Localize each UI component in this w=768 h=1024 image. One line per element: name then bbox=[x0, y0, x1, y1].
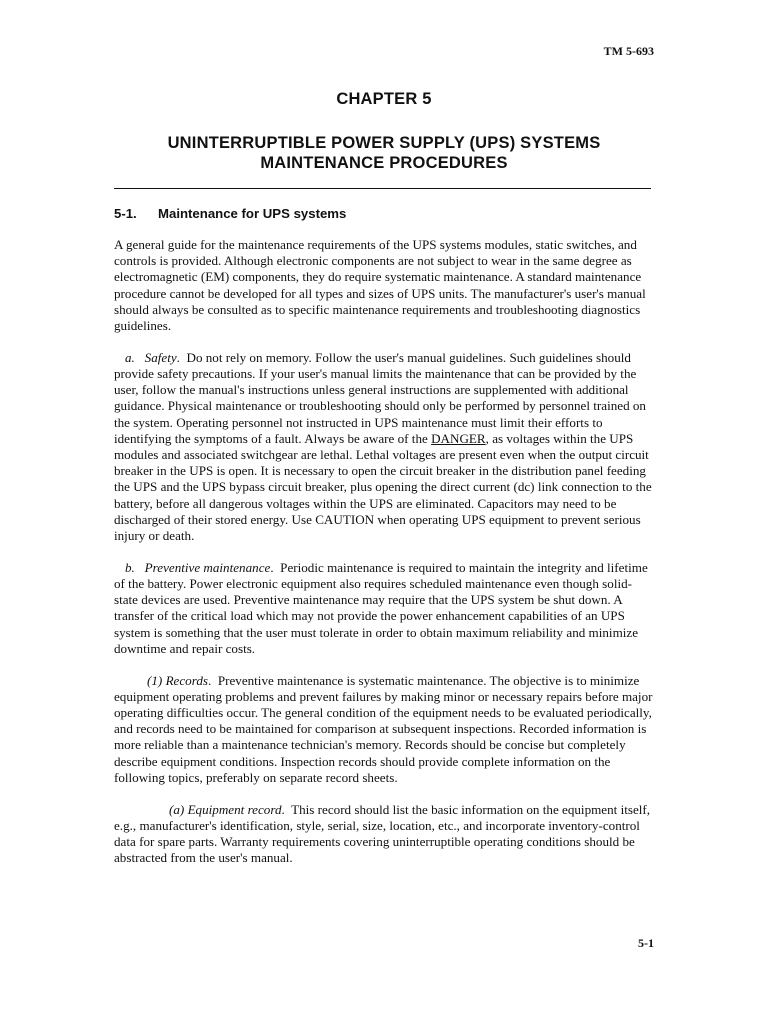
chapter-title-line-2: MAINTENANCE PROCEDURES bbox=[260, 154, 508, 172]
title-divider bbox=[114, 188, 651, 189]
paragraph-b-preventive-maintenance: b. Preventive maintenance. Periodic maintenance is required to maintain the integrity and lifetime of the battery. Power electronic equipment also requires scheduled maintenance even though solid-state devices are used. Preventive maintenance may require that the UPS system be shut down. A transfer of the critical load which may not provide the power enhancement capabilities of an UPS system is something that the user must tolerate in order to obtain maximum reliability and minimize downtime and repair costs. bbox=[114, 559, 648, 656]
paragraph-b1-label: (1) bbox=[147, 672, 163, 688]
paragraph-b1a-label: (a) bbox=[169, 801, 185, 817]
paragraph-b1-text: Preventive maintenance is systematic maintenance. The objective is to minimize equipment operating problems and prevent failures by making minor or necessary repairs before major operating difficulties occur. The general condition of the equipment needs to be evaluated periodically, and records need to be maintained for comparison at subsequent inspections. Recorded information is more reliable than a maintenance technician's memory. Records should be concise but completely describe equipment conditions. Inspection records should provide complete information on the following topics, preferably on separate record sheets. bbox=[114, 672, 653, 785]
paragraph-b1-records: (1) Records. Preventive maintenance is systematic maintenance. The objective is to minimize equipment operating problems and prevent failures by making minor or necessary repairs before major operating difficulties occur. The general condition of the equipment needs to be evaluated periodically, and records need to be maintained for comparison at subsequent inspections. Recorded information is more reliable than a maintenance technician's memory. Records should be concise but completely describe equipment conditions. Inspection records should provide complete information on the following topics, preferably on separate record sheets. bbox=[114, 672, 653, 785]
paragraph-b-text: Periodic maintenance is required to maintain the integrity and lifetime of the battery. Power electronic equipment also requires scheduled maintenance even though solid-state devices are used. Preventive maintenance may require that the UPS system be shut down. A transfer of the critical load which may not provide the power enhancement capabilities of an UPS system is something that the user must tolerate in order to obtain maximum reliability and minimize downtime and repair costs. bbox=[114, 559, 648, 656]
danger-word: DANGER bbox=[431, 430, 486, 446]
paragraph-b-label: b. bbox=[125, 559, 135, 575]
paragraph-a-safety: a. Safety. Do not rely on memory. Follow the user's manual guidelines. Such guidelines should provide safety precautions. If your user's manual limits the maintenance that can be provided by the user, follow the manual's instructions unless general instructions are supplemented with additional guidance. Physical maintenance or troubleshooting should only be performed by personnel trained on the system. Operating personnel not instructed in UPS maintenance must limit their efforts to identifying the symptoms of a fault. Always be aware of the DANGER, as voltages within the UPS modules and associated switchgear are lethal. Lethal voltages are present even when the output circuit breaker in the UPS is open. It is necessary to open the circuit breaker in the distribution panel feeding the UPS and the UPS bypass circuit breaker, plus opening the direct current (dc) link connection to the battery, before all dangerous voltages within the UPS are eliminated. Capacitors may need to be discharged of their stored energy. Use CAUTION when operating UPS equipment to prevent serious injury or death. bbox=[114, 349, 652, 544]
paragraph-a-label: a. bbox=[125, 349, 135, 365]
paragraph-a-text-before: Do not rely on memory. Follow the user's manual guidelines. Such guidelines should provide safety precautions. If your user's manual limits the maintenance that can be provided by the user, follow the manual's instructions unless general instructions are supplemented with additional guidance. Physical maintenance or troubleshooting should only be performed by personnel trained on the system. Operating personnel not instructed in UPS maintenance must limit their efforts to identifying the symptoms of a fault. Always be aware of the bbox=[114, 349, 646, 446]
paragraph-b1a-equipment-record: (a) Equipment record. This record should list the basic information on the equipment itself, e.g., manufacturer's identification, style, serial, size, location, etc., and incorporate inventory-control data for spare parts. Warranty requirements covering uninterruptible operating conditions should be abstracted from the user's manual. bbox=[114, 801, 651, 866]
paragraph-b1a-text: This record should list the basic information on the equipment itself, e.g., manufacturer's identification, style, serial, size, location, etc., and incorporate inventory-control data for spare parts. Warranty requirements covering uninterruptible operating conditions should be abstracted from the user's manual. bbox=[114, 801, 651, 866]
paragraph-a-text-after: , as voltages within the UPS modules and associated switchgear are lethal. Lethal voltages are present even when the output circuit breaker in the UPS is open. It is necessary to open the circuit breaker in the distribution panel feeding the UPS and the UPS bypass circuit breaker, plus opening the direct current (dc) link connection to the battery, before all dangerous voltages within the UPS are eliminated. Capacitors may need to be discharged of their stored energy. Use CAUTION when operating UPS equipment to prevent serious injury or death. bbox=[114, 430, 652, 544]
paragraph-b1a-title: Equipment record bbox=[187, 801, 282, 817]
paragraph-a-title: Safety bbox=[144, 349, 177, 365]
chapter-label: CHAPTER 5 bbox=[336, 90, 432, 108]
document-body bbox=[114, 237, 654, 882]
document-id: TM 5-693 bbox=[603, 44, 654, 58]
paragraph-b1-title: Records bbox=[165, 672, 208, 688]
section-title: Maintenance for UPS systems bbox=[158, 206, 347, 221]
chapter-title-line-1: UNINTERRUPTIBLE POWER SUPPLY (UPS) SYSTEMS bbox=[167, 134, 601, 152]
paragraph-intro: A general guide for the maintenance requirements of the UPS systems modules, static switches, and controls is provided. Although electronic components are not subject to wear in the same degree as electromagnetic (EM) components, they do require systematic maintenance. A standard maintenance procedure cannot be developed for all types and sizes of UPS units. The manufacturer's user's manual should always be consulted as to specific maintenance requirements and troubleshooting diagnostics guidelines. bbox=[114, 237, 646, 334]
paragraph-b-title: Preventive maintenance bbox=[144, 559, 271, 575]
page-number: 5-1 bbox=[638, 936, 654, 950]
section-heading bbox=[114, 206, 346, 221]
chapter-title bbox=[0, 133, 768, 173]
section-number: 5-1. bbox=[114, 206, 137, 221]
